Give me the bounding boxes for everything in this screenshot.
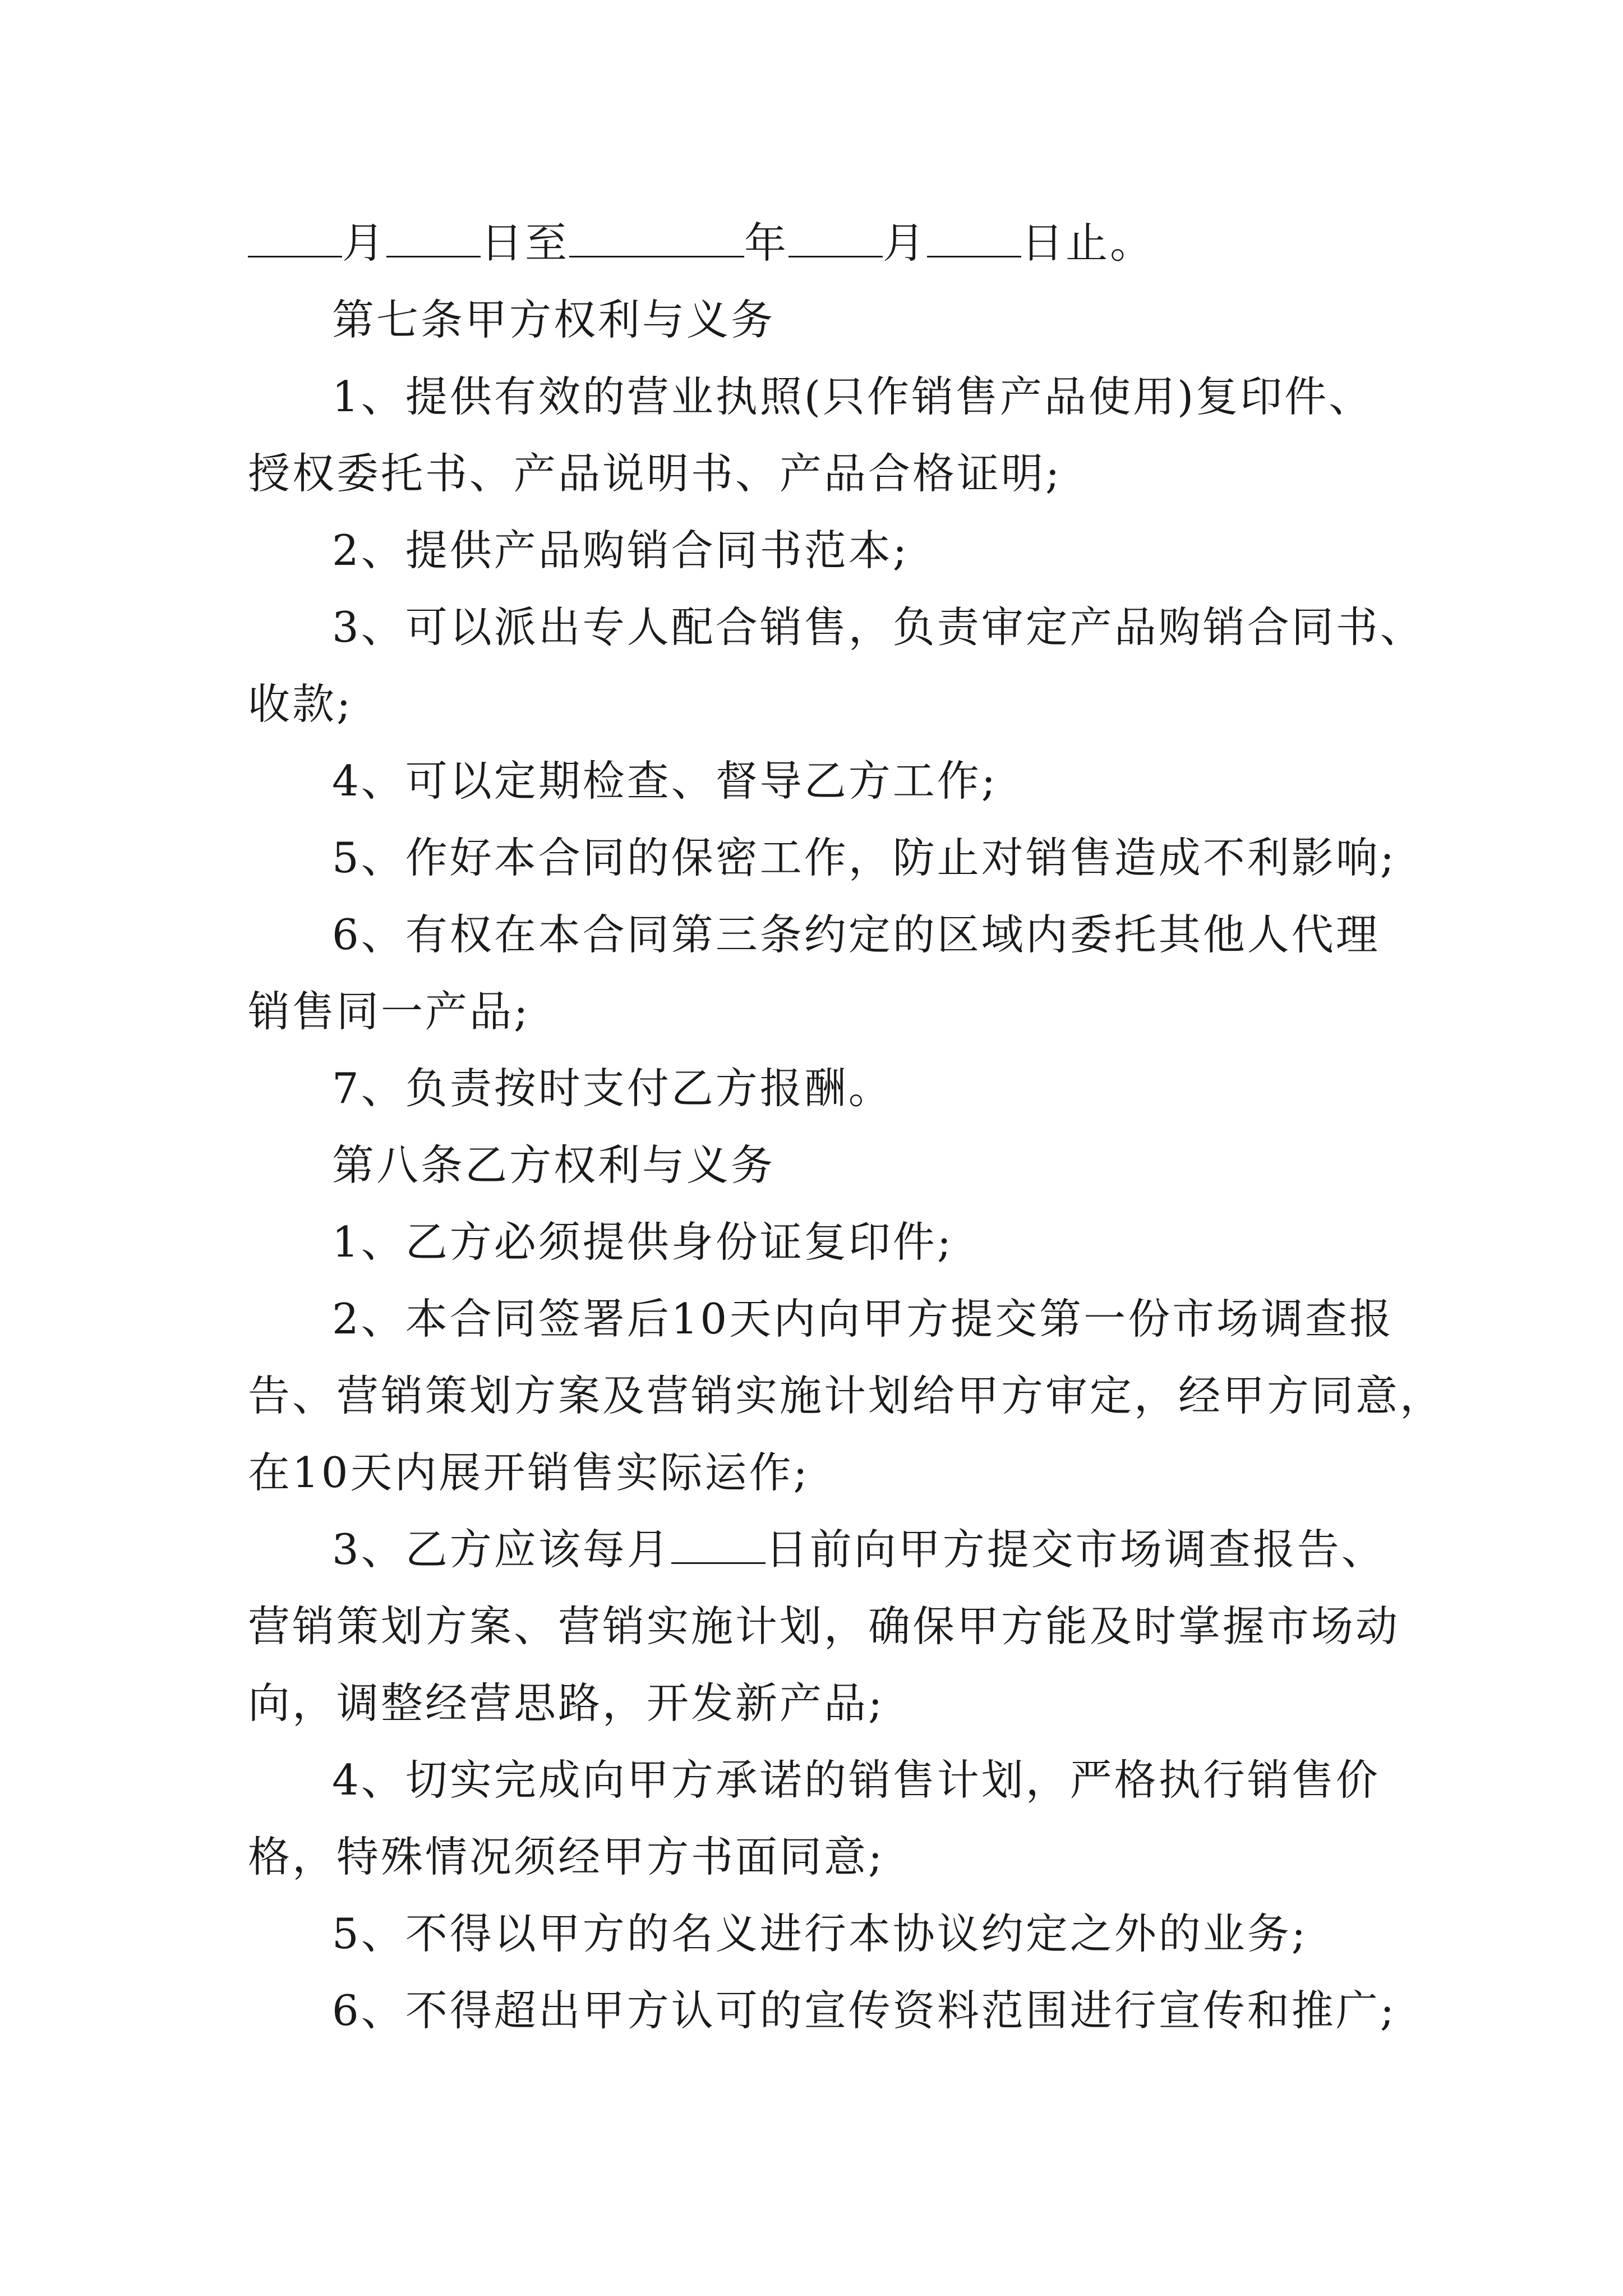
paragraph-line: 2、本合同签署后10天内向甲方提交第一份市场调查报 [332, 1294, 1394, 1343]
paragraph-line: 向，调整经营思路，开发新产品; [248, 1678, 885, 1728]
paragraph-line: 告、营销策划方案及营销实施计划给甲方审定，经甲方同意， [248, 1371, 1445, 1420]
paragraph-line: 4、切实完成向甲方承诺的销售计划，严格执行销售价 [332, 1755, 1380, 1805]
text-fragment: 3、乙方应该每月 [332, 1525, 671, 1574]
paragraph-line: 3、可以派出专人配合销售，负责审定产品购销合同书、 [332, 602, 1424, 652]
paragraph-line: 销售同一产品; [248, 987, 531, 1036]
paragraph-line: 收款; [248, 679, 353, 729]
paragraph-line: 2、提供产品购销合同书范本; [332, 526, 909, 575]
text-fragment: 月 [342, 218, 387, 268]
paragraph-line: 1、乙方必须提供身份证复印件; [332, 1217, 953, 1267]
paragraph-line: 6、不得超出甲方认可的宣传资料范围进行宣传和推广; [332, 1986, 1396, 2035]
paragraph-line: 4、可以定期检查、督导乙方工作; [332, 756, 998, 806]
section-heading: 第七条甲方权利与义务 [332, 295, 776, 344]
paragraph-line: 格，特殊情况须经甲方书面同意; [248, 1832, 885, 1881]
paragraph-line: 6、有权在本合同第三条约定的区域内委托其他人代理 [332, 910, 1380, 959]
blank-field [789, 212, 883, 257]
text-fragment: 日止。 [1021, 218, 1155, 268]
text-fragment: 日前向甲方提交市场调查报告、 [765, 1525, 1386, 1574]
paragraph-line [248, 1511, 1404, 1588]
document-body [248, 205, 1445, 2049]
blank-field [386, 212, 481, 257]
date-range-line [248, 205, 1404, 282]
paragraph-line: 营销策划方案、营销实施计划，确保甲方能及时掌握市场动 [248, 1602, 1400, 1651]
paragraph-line: 5、不得以甲方的名义进行本协议约定之外的业务; [332, 1909, 1308, 1958]
paragraph-line: 1、提供有效的营业执照(只作销售产品使用)复印件、 [332, 372, 1373, 421]
blank-field [569, 212, 744, 257]
paragraph-line: 在10天内展开销售实际运作; [248, 1448, 810, 1497]
text-fragment: 日至 [481, 218, 570, 268]
blank-field [248, 212, 342, 257]
paragraph-line: 授权委托书、产品说明书、产品合格证明; [248, 449, 1062, 498]
section-heading: 第八条乙方权利与义务 [332, 1140, 776, 1190]
paragraph-line: 7、负责按时支付乙方报酬。 [332, 1064, 893, 1113]
blank-field [927, 212, 1021, 257]
text-fragment: 年 [744, 218, 789, 268]
text-fragment: 月 [883, 218, 928, 268]
blank-field [671, 1519, 766, 1564]
paragraph-line: 5、作好本合同的保密工作，防止对销售造成不利影响; [332, 833, 1396, 882]
